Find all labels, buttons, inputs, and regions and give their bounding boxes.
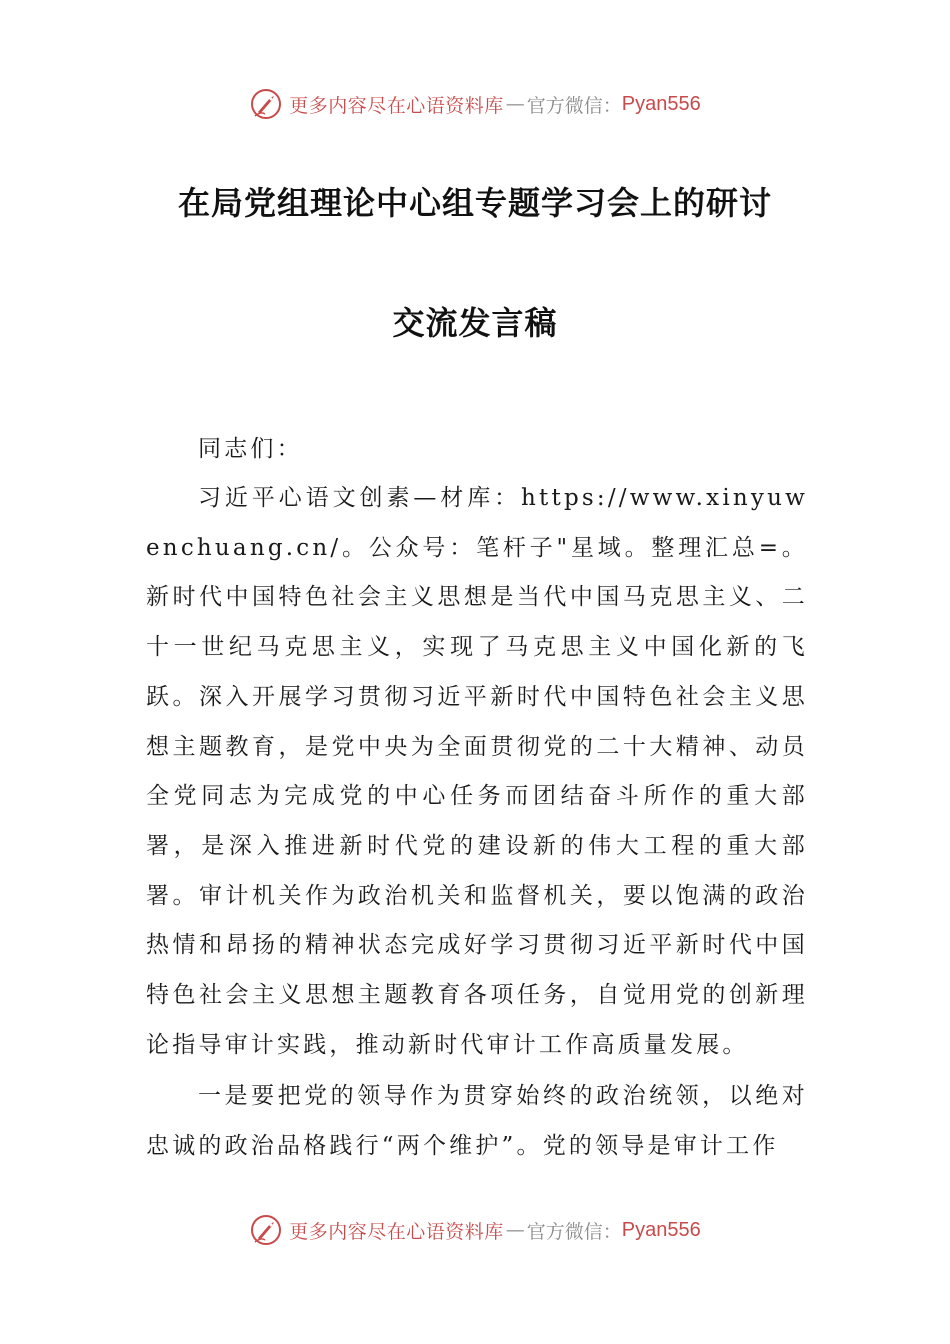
header-watermark xyxy=(0,82,950,126)
pen-nib-logo-icon xyxy=(249,87,283,121)
document-title-line2: 交流发言稿 xyxy=(392,304,558,342)
paragraph-1: 习近平心语文创素—材库：https://www.xinyuwenchuang.cn/。公众号：笔杆子"星域。整理汇总=。新时代中国特色社会主义思想是当代中国马克思主义、二十一世纪马克思主义，实现了马克思主义中国化新的飞跃。深入开展学习贯彻习近平新时代中国特色社会主义思想主题教育，是党中央为全面贯彻党的二十大精神、动员全党同志为完成党的中心任务而团结奋斗所作的重大部署，是深入推进新时代党的建设新的伟大工程的重大部署。审计机关作为政治机关和监督机关，要以饱满的政治热情和昂扬的精神状态完成好学习贯彻习近平新时代中国特色社会主义思想主题教育各项任务，自觉用党的创新理论指导审计实践，推动新时代审计工作高质量发展。 xyxy=(146,485,808,1058)
watermark-dash: — xyxy=(505,93,525,115)
paragraph-2: 一是要把党的领导作为贯穿始终的政治统领，以绝对忠诚的政治品格践行“两个维护”。党的领导是审计工作 xyxy=(146,1083,808,1159)
footer-watermark xyxy=(0,1208,950,1252)
watermark-wechat-label: 官方微信： xyxy=(526,94,622,117)
watermark-wechat-id: Pyan556 xyxy=(621,1218,701,1241)
salutation: 同志们： xyxy=(198,436,303,462)
watermark-wechat-id: Pyan556 xyxy=(621,92,701,115)
document-title-line1: 在局党组理论中心组专题学习会上的研讨 xyxy=(177,184,772,222)
watermark-wechat-label: 官方微信： xyxy=(526,1220,622,1243)
watermark-site-text: 更多内容尽在心语资料库 xyxy=(289,1220,504,1243)
pen-nib-logo-icon xyxy=(249,1213,283,1247)
watermark-dash: — xyxy=(505,1219,525,1241)
watermark-site-text: 更多内容尽在心语资料库 xyxy=(289,94,504,117)
